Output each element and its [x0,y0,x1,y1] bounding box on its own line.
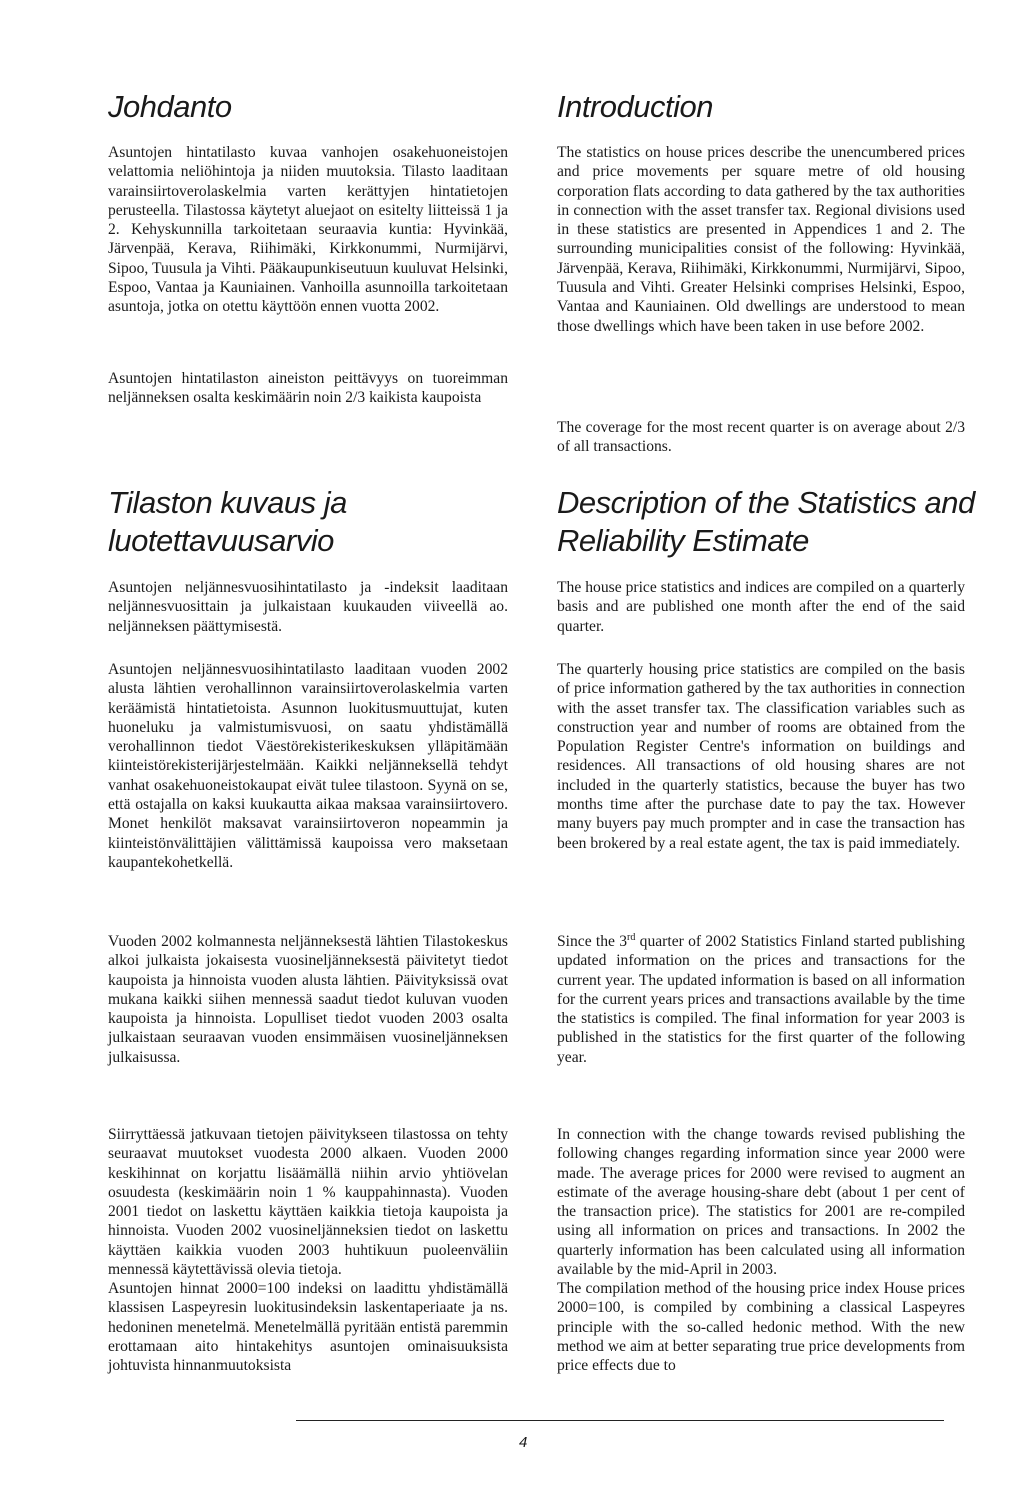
en-paragraph-7: The compilation method of the housing price index House prices 2000=100, is compiled by combining a classical Laspeyres principle with the so-called hedonic method. With the new method we aim at better separating true price developments from price effects due to [557,1280,965,1375]
en-paragraph-3: The house price statistics and indices are compiled on a quarterly basis and are published one month after the end of the said quarter. [557,579,965,635]
en-paragraph-2: The coverage for the most recent quarter is on average about 2/3 of all transactions. [557,419,965,456]
fi-paragraph-7: Asuntojen hinnat 2000=100 indeksi on laadittu yhdistämällä klassisen Laspeyresin luokitusindeksin laskentaperiaate ja ns. hedoninen menetelmä. Menetelmällä pyritään entistä paremmin erottamaan aito hintakehitys asuntojen ominaisuuksista johtuvista hinnanmuutoksista [108,1280,508,1375]
en-paragraph-5-start: Since the 3 [557,933,628,950]
heading-description-of-statistics: Description of the Statistics and Reliability Estimate [557,485,975,558]
ordinal-suffix: rd [627,931,636,943]
en-paragraph-4: The quarterly housing price statistics are compiled on the basis of price information gathered by the tax authorities in connection with the asset transfer tax. The classification variables such as construction year and number of rooms are obtained from the Population Register Centre's information on buildings and residences. All transactions of old housing shares are not included in the quarterly statistics, because the buyer has two months time after the purchase date to pay the tax. However many buyers pay much prompter and in case the transaction has been brokered by a real estate agent, the tax is paid immediately. [557,661,965,852]
heading-tilaston-kuvaus: Tilaston kuvaus ja luotettavuusarvio [108,485,347,558]
fi-paragraph-1: Asuntojen hintatilasto kuvaa vanhojen osakehuoneistojen velattomia neliöhintoja ja niiden muutoksia. Tilasto laaditaan varainsiirtoverolaskelmia varten kerättyjen hintatietojen perusteella. Tilastossa käytetyt aluejaot on esitelty liitteissä 1 ja 2. Kehyskunnilla tarkoitetaan seuraavia kuntia: Hyvinkää, Järvenpää, Kerava, Riihimäki, Kirkkonummi, Nurmijärvi, Sipoo, Tuusula ja Vihti. Pääkaupunkiseutuun kuuluvat Helsinki, Espoo, Vantaa ja Kauniainen. Vanhoilla asunnoilla tarkoitetaan asuntoja, jotka on otettu käyttöön ennen vuotta 2002. [108,144,508,316]
heading-johdanto: Johdanto [108,89,232,124]
fi-paragraph-2: Asuntojen hintatilaston aineiston peittävyys on tuoreimman neljänneksen osalta keskimäärin noin 2/3 kaikista kaupoista [108,370,508,407]
en-paragraph-5-rest: quarter of 2002 Statistics Finland started publishing updated information on the prices and transactions for the current year. The updated information is based on all information for the current years prices and transactions available by the time the statistics is compiled. The final information for year 2003 is published in the statistics for the first quarter of the following year. [557,933,966,1066]
fi-paragraph-5: Vuoden 2002 kolmannesta neljänneksestä lähtien Tilastokeskus alkoi julkaista jokaisesta vuosineljänneksestä päivitetyt tiedot kaupoista ja hinnoista vuoden alusta lähtien. Päivityksissä ovat mukana kaikki siihen mennessä saadut tiedot kuluvan vuoden kaupoista ja hinnoista. Lopulliset tiedot vuoden 2003 osalta julkaistaan seuraavan vuoden ensimmäisen vuosineljänneksen julkaisussa. [108,933,508,1066]
fi-paragraph-6: Siirryttäessä jatkuvaan tietojen päivitykseen tilastossa on tehty seuraavat muutokset vuodesta 2000 alkaen. Vuoden 2000 keskihinnat on korjattu lisäämällä niihin arvio yhtiövelan osuudesta (keskimäärin noin 1 % kauppahinnasta). Vuoden 2001 tiedot on laskettu käyttäen kaikkia tietoja kaupoista ja hinnoista. Vuoden 2002 vuosineljänneksien tiedot on laskettu käyttäen kaikkia vuoden 2003 huhtikuun puoleenväliin mennessä käytettävissä olevia tietoja. [108,1126,508,1279]
fi-paragraph-3: Asuntojen neljännesvuosihintatilasto ja -indeksit laaditaan neljännesvuosittain ja julkaistaan kuukauden viiveellä ao. neljänneksen päättymisestä. [108,579,508,635]
en-paragraph-5 [557,932,965,1067]
footer-rule [296,1420,944,1421]
en-paragraph-6: In connection with the change towards revised publishing the following changes regarding information since year 2000 were made. The average prices for 2000 were revised to augment an estimate of the average housing-share debt (about 1 per cent of the transaction price). The statistics for 2001 are re-compiled using all information on prices and transactions. In 2002 the quarterly information has been calculated using all information available by the mid-April in 2003. [557,1126,965,1279]
page-number: 4 [519,1434,528,1451]
fi-paragraph-4: Asuntojen neljännesvuosihintatilasto laaditaan vuoden 2002 alusta lähtien verohallinnon varainsiirtoverolaskelmia varten keräämistä hintatietoista. Asunnon luokitusmuuttujat, kuten huoneluku ja valmistumisvuosi, on saatu yhdistämällä verohallinnon tiedot Väestörekisterikeskuksen ylläpitämään kiinteistörekisterijärjestelmään. Kaikki neljänneksellä tehdyt vanhat osakehuoneistokaupat eivät tulee tilastoon. Syynä on se, että ostajalla on kaksi kuukautta aikaa maksaa varainsiirtovero. Monet henkilöt maksavat varainsiirtoveron nopeammin ja kiinteistönvälittäjien välittämissä kaupoissa vero maksetaan kaupantekohetkellä. [108,661,508,871]
heading-introduction: Introduction [557,89,713,124]
en-paragraph-1: The statistics on house prices describe the unencumbered prices and price movements per square metre of old housing corporation flats according to data gathered by the tax authorities in connection with the asset transfer tax. Regional divisions used in these statistics are presented in Appendices 1 and 2. The surrounding municipalities consist of the following: Hyvinkää, Järvenpää, Kerava, Riihimäki, Kirkkonummi, Nurmijärvi, Sipoo, Tuusula and Vihti. Greater Helsinki comprises Helsinki, Espoo, Vantaa and Kauniainen. Old dwellings are understood to mean those dwellings which have been taken in use before 2002. [557,144,965,335]
